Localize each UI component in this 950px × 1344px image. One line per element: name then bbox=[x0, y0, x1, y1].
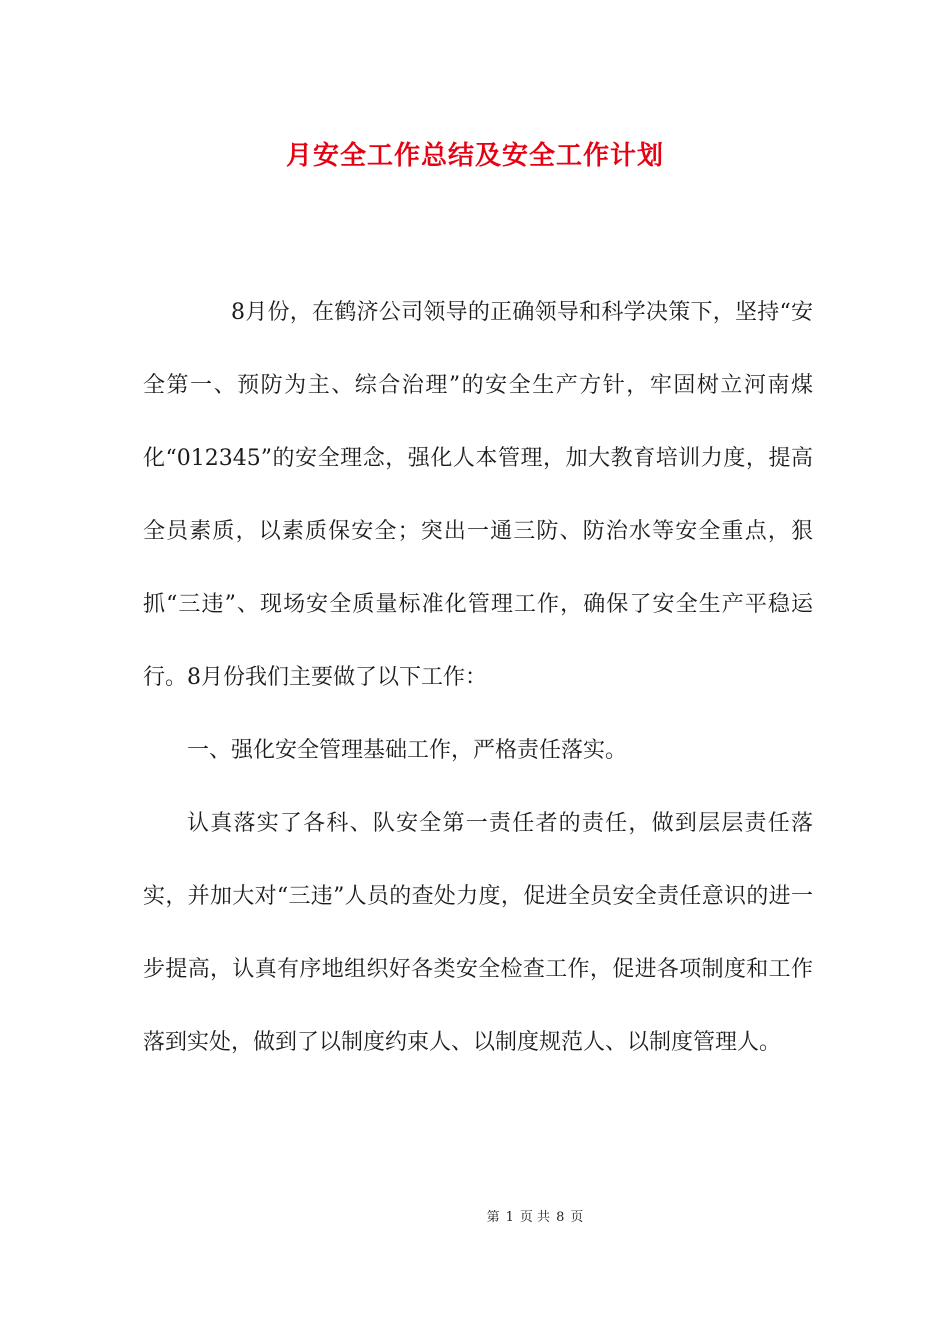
paragraph-section-1: 认真落实了各科、队安全第一责任者的责任，做到层层责任落实，并加大对“三违”人员的查处力度，促进全员安全责任意识的进一步提高，认真有序地组织好各类安全检查工作，促进各项制度和工作落到实处，做到了以制度约束人、以制度规范人、以制度管理人。 bbox=[143, 811, 813, 1055]
total-pages-number: 8 bbox=[556, 1210, 565, 1225]
document-title: 月安全工作总结及安全工作计划 bbox=[285, 141, 664, 171]
paragraph-intro: 8月份，在鹤济公司领导的正确领导和科学决策下，坚持“安全第一、预防为主、综合治理”的安全生产方针，牢固树立河南煤化“012345”的安全理念，强化人本管理，加大教育培训力度，提高全员素质，以素质保安全；突出一通三防、防治水等安全重点，狠抓“三违”、现场安全质量标准化管理工作，确保了安全生产平稳运行。8月份我们主要做了以下工作： bbox=[143, 300, 813, 690]
page-footer bbox=[0, 1206, 950, 1225]
page-label-mid: 页 共 bbox=[519, 1210, 551, 1225]
section-heading-1: 一、强化安全管理基础工作，严格责任落实。 bbox=[187, 738, 628, 763]
page-label-suffix: 页 bbox=[570, 1210, 584, 1225]
page-label-prefix: 第 bbox=[486, 1210, 500, 1225]
document-body bbox=[143, 276, 813, 1079]
current-page-number: 1 bbox=[505, 1210, 514, 1225]
